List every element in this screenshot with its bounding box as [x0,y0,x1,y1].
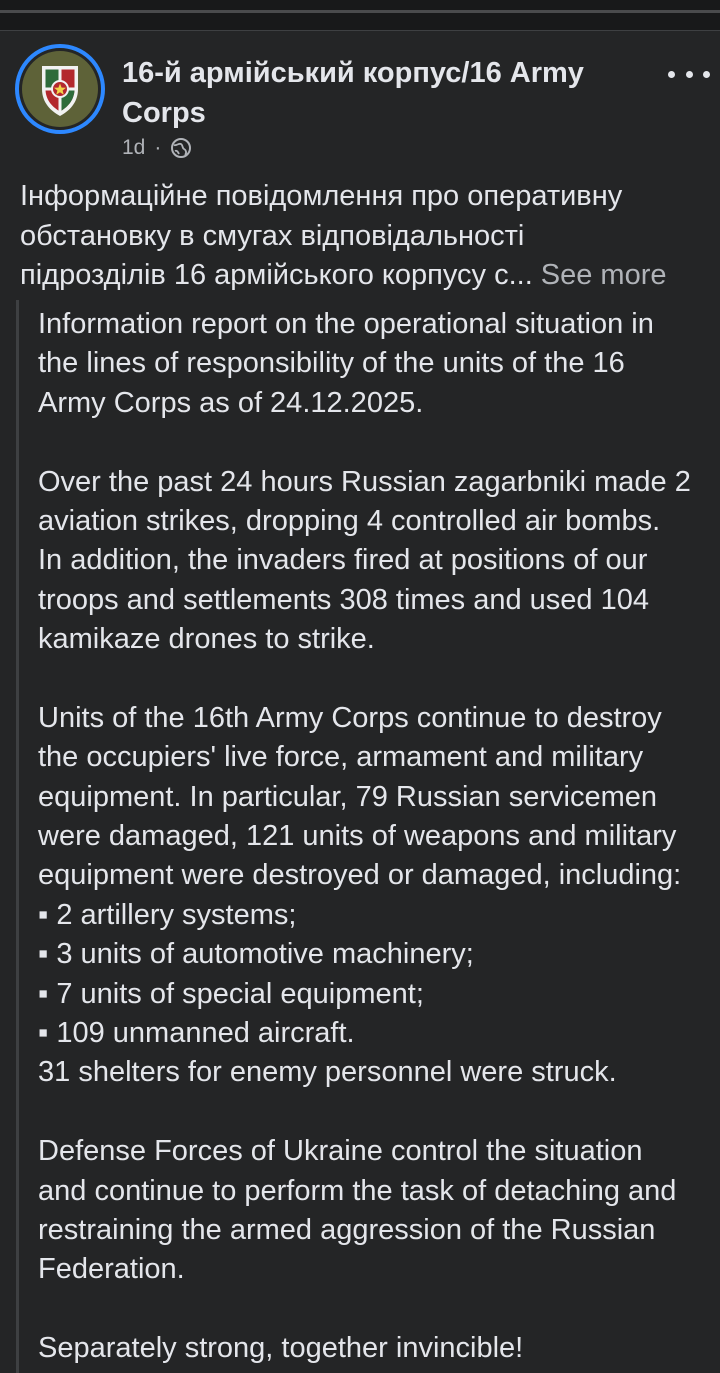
report-line: equipment. In particular, 79 Russian servicemen [38,780,657,813]
see-more-link[interactable]: See more [540,259,667,291]
report-line: In addition, the invaders fired at positions of our [38,544,648,577]
more-options-icon [703,71,710,78]
list-item: ▪ 7 units of special equipment; [38,977,424,1010]
report-line: kamikaze drones to strike. [38,623,375,656]
post-meta [122,135,192,161]
report-line: 31 shelters for enemy personnel were struck. [38,1056,617,1089]
post-timestamp[interactable]: 1d [122,136,146,159]
report-line: Over the past 24 hours Russian zagarbniki made 2 [38,465,691,498]
report-line: Army Corps as of 24.12.2025. [38,386,424,419]
post-preview-text [20,177,715,296]
report-line: Defense Forces of Ukraine control the situation [38,1135,643,1168]
report-line: the lines of responsibility of the units of the 16 [38,347,625,380]
list-item: ▪ 2 artillery systems; [38,898,297,931]
page-name-link[interactable]: 16-й армійський корпус/16 Army Corps [122,57,584,129]
preview-line: обстановку в смугах відповідальності [20,219,525,252]
report-text [38,305,718,1369]
report-line: restraining the armed aggression of the Russian [38,1213,656,1246]
more-options-icon [686,71,693,78]
report-line: Federation. [38,1253,185,1286]
report-line: aviation strikes, dropping 4 controlled air bombs. [38,504,661,537]
report-line: Units of the 16th Army Corps continue to destroy [38,701,662,734]
preview-line: Інформаційне повідомлення про оперативну [20,180,623,212]
preview-line [20,256,715,296]
list-item: ▪ 3 units of automotive machinery; [38,938,474,971]
report-line: equipment were destroyed or damaged, including: [38,859,682,892]
report-line: Information report on the operational situation in [38,308,654,340]
divider-line [0,10,720,13]
report-line: and continue to perform the task of detaching and [38,1174,677,1207]
preview-line-text: підрозділів 16 армійського корпусу с... [20,259,533,291]
more-options-icon [668,71,675,78]
report-paragraph [38,1132,718,1290]
list-item: ▪ 109 unmanned aircraft. [38,1017,355,1050]
report-line: the occupiers' live force, armament and military [38,741,644,774]
top-divider-bar [0,0,720,31]
army-corps-emblem-icon [14,43,106,135]
report-line: troops and settlements 308 times and used 104 [38,583,649,616]
report-paragraph [38,305,718,423]
report-paragraph [38,699,718,1093]
globe-icon [170,137,192,159]
report-line: were damaged, 121 units of weapons and military [38,820,677,853]
page-avatar[interactable] [14,43,106,135]
report-line: Separately strong, together invincible! [38,1332,524,1365]
more-options-button[interactable] [668,63,710,85]
report-quote-block [16,300,720,1373]
meta-separator: · [154,136,162,159]
report-paragraph [38,1329,718,1368]
report-paragraph [38,463,718,660]
